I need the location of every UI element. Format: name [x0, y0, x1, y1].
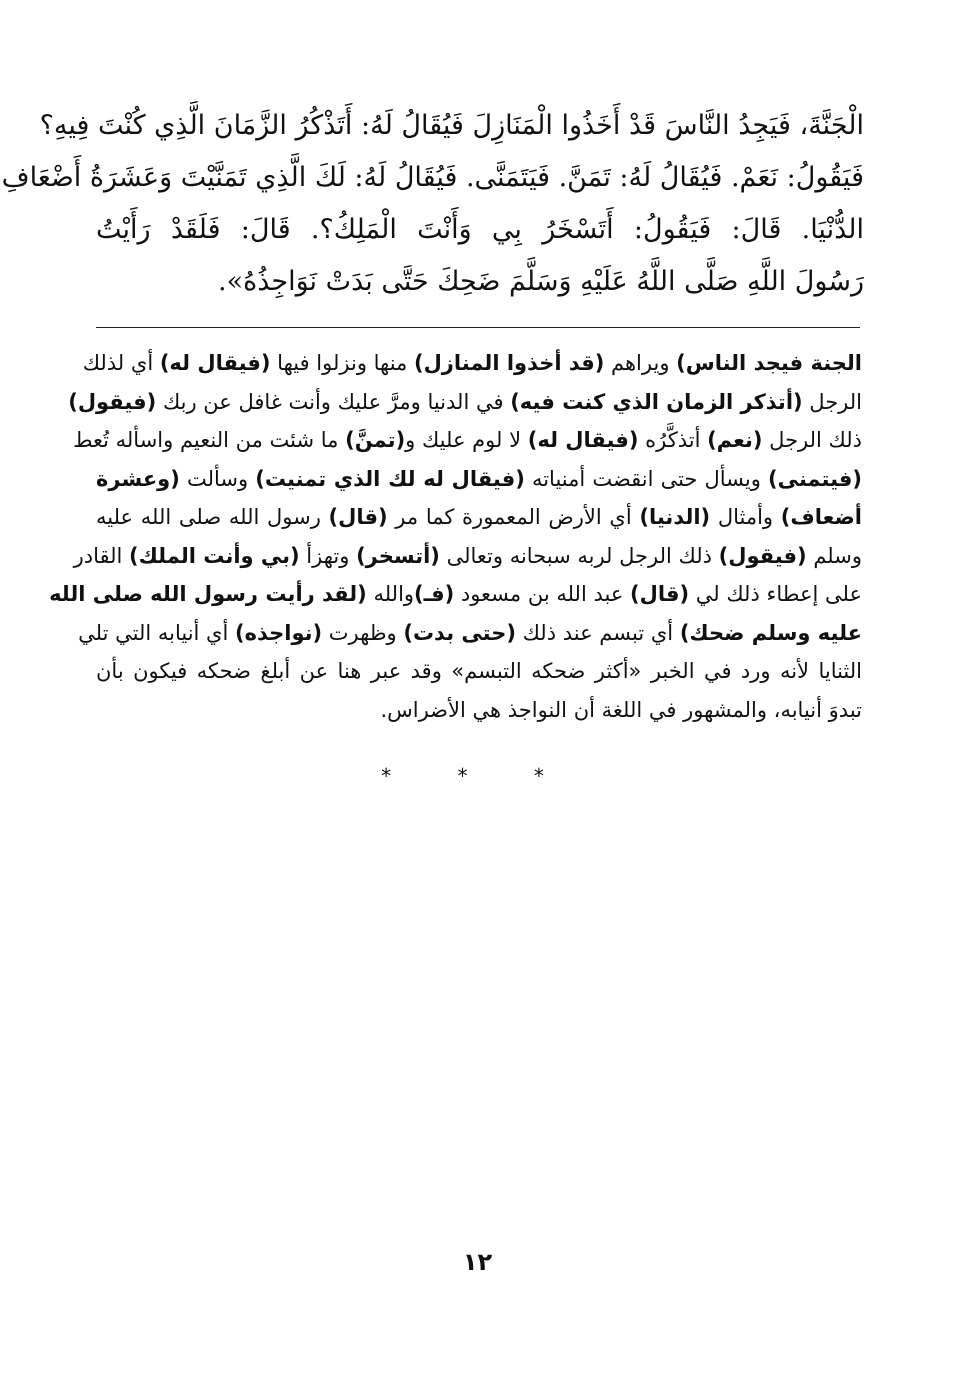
- commentary-segment: وتهزأ: [299, 543, 357, 568]
- commentary-line: [68, 383, 862, 422]
- commentary-segment: وسلم: [806, 543, 862, 568]
- hadith-line: فَيَقُولُ: نَعَمْ. فَيُقَالُ لَهُ: تَمَنَّ. فَيَتَمَنَّى. فَيُقَالُ لَهُ: لَكَ الَّذِي تَمَنَّيْتَ وَعَشَرَةُ أَضْعَافِ: [1, 162, 864, 193]
- commentary-keyword: (فيقول): [718, 543, 807, 568]
- commentary-segment: رسول الله صلى الله عليه: [96, 505, 329, 529]
- commentary-segment: أي أنيابه التي تلي: [78, 620, 235, 645]
- commentary-keyword: (تمنَّ): [345, 428, 406, 452]
- commentary-keyword: (حتى بدت): [403, 620, 516, 645]
- hadith-line: الْجَنَّةَ، فَيَجِدُ النَّاسَ قَدْ أَخَذُوا الْمَنَازِلَ فَيُقَالُ لَهُ: أَتَذْكُرُ الزَّمَانَ الَّذِي كُنْتَ فِيهِ؟: [39, 110, 864, 141]
- commentary-line: [96, 460, 862, 499]
- commentary-keyword: (وعشرة: [96, 466, 180, 491]
- section-ornament: * * *: [381, 764, 574, 788]
- commentary-segment: أي الأرض المعمورة كما مر: [387, 505, 640, 529]
- commentary-segment: ذلك الرجل لربه سبحانه وتعالى: [439, 543, 719, 568]
- commentary-keyword: عليه وسلم ضحك): [679, 620, 862, 645]
- commentary-line: [78, 614, 862, 653]
- commentary-segment: أتذكَّرُه: [638, 428, 708, 452]
- commentary-keyword: (نواجذه): [235, 620, 323, 645]
- hadith-text: [1, 100, 864, 308]
- commentary-keyword: أضعاف): [780, 505, 862, 529]
- commentary-text: [49, 344, 862, 729]
- commentary-segment: منها ونزلوا فيها: [270, 351, 414, 375]
- commentary-segment: تبدوَ أنيابه، والمشهور في اللغة أن النواجذ هي الأضراس.: [380, 697, 862, 722]
- commentary-keyword: (قال): [328, 505, 388, 529]
- commentary-keyword: (قال): [630, 582, 690, 606]
- commentary-segment: الرجل: [802, 389, 862, 414]
- commentary-segment: لا لوم عليك و: [405, 428, 528, 452]
- commentary-segment: وأمثال: [710, 505, 781, 529]
- commentary-line: [49, 575, 862, 614]
- commentary-segment: ذلك الرجل: [762, 428, 862, 452]
- commentary-keyword: (أتذكر الزمان الذي كنت فيه): [510, 389, 803, 414]
- commentary-keyword: (فيتمنى): [768, 466, 862, 491]
- commentary-segment: أي تبسم عند ذلك: [515, 620, 680, 645]
- hadith-line: رَسُولَ اللَّهِ صَلَّى اللَّهُ عَلَيْهِ وَسَلَّمَ ضَحِكَ حَتَّى بَدَتْ نَوَاجِذُهُ».: [218, 266, 864, 297]
- commentary-segment: عبد الله بن مسعود: [454, 582, 631, 606]
- commentary-keyword: (أتسخر): [356, 543, 440, 568]
- commentary-keyword: (فـ): [414, 582, 455, 606]
- commentary-segment: في الدنيا ومرَّ عليك وأنت غافل عن ربك: [156, 389, 511, 414]
- commentary-segment: ويسأل حتى انقضت أمنياته: [524, 466, 768, 491]
- commentary-segment: ما شئت من النعيم واسأله تُعط: [73, 428, 346, 452]
- commentary-line: [96, 691, 862, 730]
- commentary-segment: وسألت: [179, 466, 256, 491]
- commentary-segment: ويراهم: [604, 351, 677, 375]
- commentary-keyword: (نعم): [707, 428, 763, 452]
- commentary-keyword: (فيقول): [68, 389, 157, 414]
- commentary-keyword: (قد أخذوا المنازل): [413, 351, 605, 375]
- commentary-keyword: (فيقال له): [159, 351, 271, 375]
- commentary-line: [96, 498, 862, 537]
- commentary-line: [96, 652, 862, 691]
- commentary-keyword: (بي وأنت الملك): [129, 543, 300, 568]
- commentary-segment: القادر: [73, 543, 130, 568]
- hadith-line: الدُّنْيَا. قَالَ: فَيَقُولُ: أَتَسْخَرُ بِي وَأَنْتَ الْمَلِكُ؟. قَالَ: فَلَقَدْ رَأَيْتُ: [96, 214, 864, 245]
- commentary-keyword: (فيقال له): [527, 428, 639, 452]
- commentary-line: [73, 537, 862, 576]
- commentary-keyword: (فيقال له لك الذي تمنيت): [255, 466, 525, 491]
- commentary-segment: أي لذلك: [82, 351, 160, 375]
- commentary-keyword: (الدنيا): [639, 505, 711, 529]
- commentary-line: [73, 421, 862, 460]
- page-number: ١٢: [462, 1248, 493, 1276]
- commentary-keyword: الجنة فيجد الناس): [676, 351, 862, 375]
- commentary-segment: والله: [366, 582, 415, 606]
- commentary-keyword: (لقد رأيت رسول الله صلى الله: [49, 582, 367, 606]
- footnote-divider: [96, 327, 860, 328]
- commentary-segment: الثنايا لأنه ورد في الخبر «أكثر ضحكه التبسم» وقد عبر هنا عن أبلغ ضحكه فيكون بأن: [96, 659, 862, 683]
- commentary-line: [82, 344, 862, 383]
- commentary-segment: على إعطاء ذلك لي: [689, 582, 862, 606]
- commentary-segment: وظهرت: [322, 620, 404, 645]
